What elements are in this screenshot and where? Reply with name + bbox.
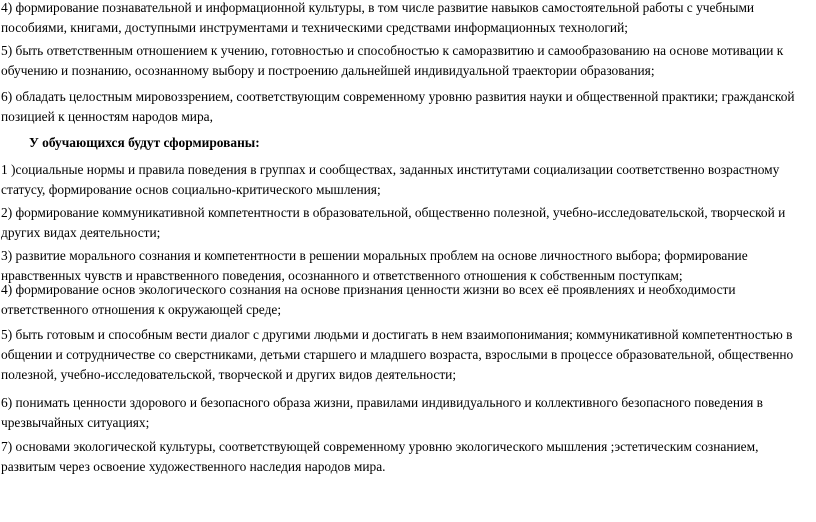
paragraph-item-6-worldview: 6) обладать целостным мировоззрением, соответствующим современному уровню развития науки и общественной практики; гражданской позицией к ценностям народов мира, — [1, 89, 795, 124]
paragraph-item-5-responsible-attitude: 5) быть ответственным отношением к учению, готовностью и способностью к саморазвитию и самообразованию на основе мотивации к обучению и познанию, осознанному выбору и построению дальнейшей индивидуальной траектории образования; — [1, 43, 784, 78]
paragraph-item-7-ecological-culture: 7) основами экологической культуры, соответствующей современному уровню экологического мышления ;эстетическим сознанием, развитым через освоение художественного наследия народов мира. — [1, 439, 759, 474]
paragraph-item-5-dialogue: 5) быть готовым и способным вести диалог с другими людьми и достигать в нем взаимопонимания; коммуникативной компетентностью в общении и сотрудничестве со сверстниками, детьми старшего и младшего возраста, взрослыми в процессе образовательной, общественно полезной, учебно-исследовательской, творческой и других видов деятельности; — [1, 327, 794, 382]
section-heading: У обучающихся будут сформированы: — [29, 135, 260, 150]
paragraph-item-4-cognitive-culture: 4) формирование познавательной и информационной культуры, в том числе развитие навыков самостоятельной работы с учебными пособиями, книгами, доступными инструментами и техническими средствами информационных технологий; — [1, 0, 755, 35]
paragraph-item-3-moral-consciousness: 3) развитие морального сознания и компетентности в решении моральных проблем на основе личностного выбора; формирование нравственных чувств и нравственного поведения, осознанного и ответственного отношения к собственным поступкам; — [1, 248, 748, 283]
paragraph-item-1-social-norms: 1 )социальные нормы и правила поведения в группах и сообществах, заданных институтами социализации соответственно возрастному статусу, формирование основ социально-критического мышления; — [1, 162, 780, 197]
paragraph-item-6-healthy-lifestyle: 6) понимать ценности здорового и безопасного образа жизни, правилами индивидуального и коллективного безопасного поведения в чрезвычайных ситуациях; — [1, 395, 763, 430]
paragraph-item-2-communicative-competence: 2) формирование коммуникативной компетентности в образовательной, общественно полезной, учебно-исследовательской, творческой и других видах деятельности; — [1, 205, 786, 240]
paragraph-item-4-ecological-consciousness: 4) формирование основ экологического сознания на основе признания ценности жизни во всех её проявлениях и необходимости ответственного отношения к окружающей среде; — [1, 282, 736, 317]
